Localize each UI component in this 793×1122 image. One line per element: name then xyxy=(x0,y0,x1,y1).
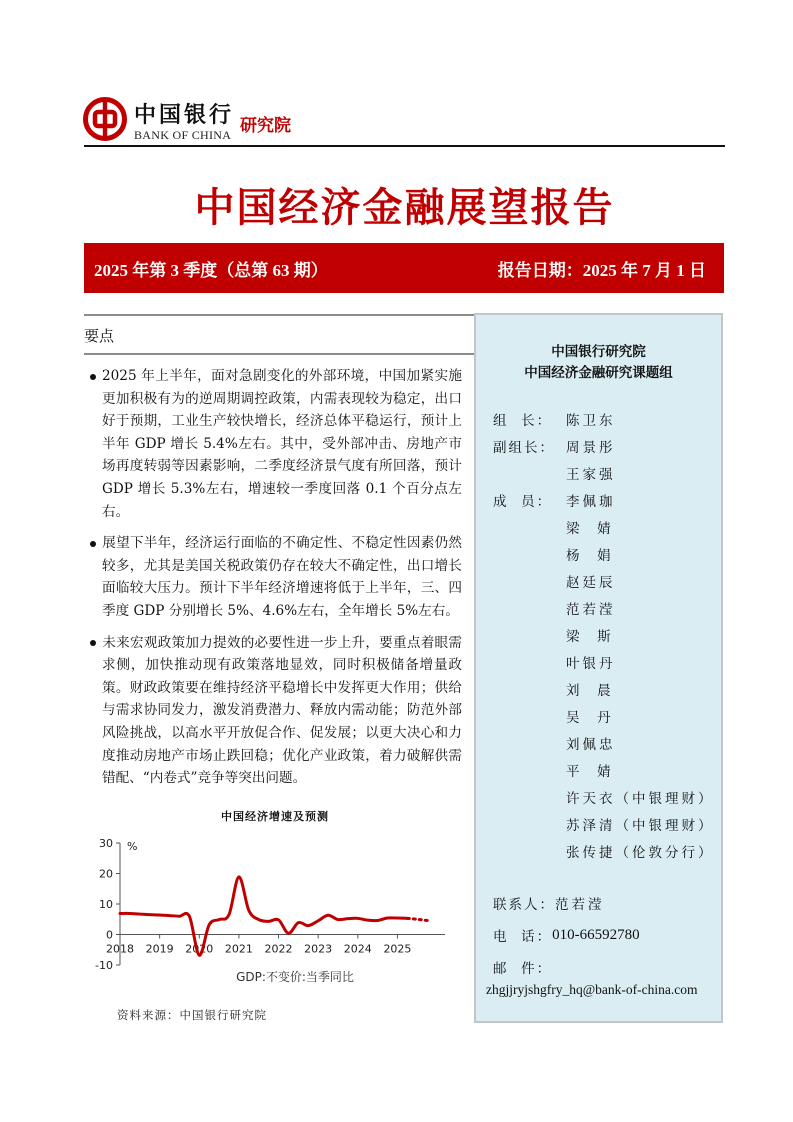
key-points-header xyxy=(84,314,474,355)
member-role-label: 成 员： xyxy=(493,493,553,510)
x-tick-label: 2024 xyxy=(343,942,372,956)
bullet-icon xyxy=(90,374,96,380)
team-member-row xyxy=(493,756,715,783)
team-member-row xyxy=(493,783,715,810)
bank-of-china-logo-icon xyxy=(82,96,128,142)
team-member-row xyxy=(493,459,715,486)
team-member-row xyxy=(493,810,715,837)
bank-logo xyxy=(82,94,291,142)
x-tick-label: 2021 xyxy=(224,942,253,956)
member-name: 刘佩忠 xyxy=(566,736,616,753)
y-tick-label: 0 xyxy=(106,928,113,942)
contact-email-row: 邮 件： xyxy=(493,961,553,977)
issue-band xyxy=(84,243,724,293)
contact-person: 范若滢 xyxy=(555,897,605,913)
logo-english-name: BANK OF CHINA xyxy=(134,128,232,142)
bullet-icon xyxy=(90,541,96,547)
team-member-row xyxy=(493,513,715,540)
key-point-item: 2025 年上半年，面对急剧变化的外部环境，中国加紧实施更加积极有为的逆周期调控政策，内需表现较为稳定，出口好于预期，工业生产较快增长，经济总体平稳运行，预计上半年 GDP 增长 5.4%左右。其中，受外部冲击、房地产市场再度转弱等因素影响，二季度经济景气度有所回落，预计 GDP 增长 5.3%左右，增速较一季度回落 0.1 个百分点左右。 xyxy=(90,365,462,523)
contact-phone: 010-66592780 xyxy=(552,926,640,943)
y-tick-label: 10 xyxy=(99,898,113,911)
report-title: 中国经济金融展望报告 xyxy=(194,184,615,231)
member-name: 梁 婧 xyxy=(566,520,614,537)
member-name: 叶银丹 xyxy=(566,655,616,672)
team-member-row xyxy=(493,729,715,756)
member-role-label: 副组长： xyxy=(493,439,555,456)
chart-caption: GDP:不变价:当季同比 xyxy=(236,970,354,984)
panel-heading xyxy=(476,342,721,384)
x-tick-label: 2018 xyxy=(106,942,134,956)
member-name: 范若滢 xyxy=(566,601,616,618)
panel-group: 中国经济金融研究课题组 xyxy=(524,365,673,381)
member-name: 刘 晨 xyxy=(566,682,614,699)
member-name: 杨 娟 xyxy=(566,547,614,564)
y-tick-label: 30 xyxy=(99,837,113,850)
key-points-title: 要点 xyxy=(84,327,115,345)
x-tick-label: 2022 xyxy=(264,942,293,956)
contact-email[interactable]: zhgjjryjshgfry_hq@bank-of-china.com xyxy=(486,982,698,997)
chart-title: 中国经济增速及预测 xyxy=(221,810,329,823)
key-point-item: 未来宏观政策加力提效的必要性进一步上升，要重点着眼需求侧，加快推动现有政策落地显效，同时积极储备增量政策。财政政策要在维持经济平稳增长中发挥更大作用；供给与需求协同发力，激发消费潜力、释放内需动能；防范外部风险挑战，以高水平开放促合作、促发展；以更大决心和力度推动房地产市场止跌回稳；优化产业政策，着力破解供需错配、“内卷式”竞争等突出问题。 xyxy=(90,632,462,790)
x-tick-label: 2025 xyxy=(383,942,412,956)
x-tick-label: 2023 xyxy=(304,942,333,956)
panel-org: 中国银行研究院 xyxy=(551,344,646,360)
issue-label: 2025 年第 3 季度（总第 63 期） xyxy=(94,260,328,280)
contact-phone-row: 电 话： 010-66592780 xyxy=(493,926,640,945)
member-name: 王家强 xyxy=(566,466,616,483)
forecast-line xyxy=(407,918,427,920)
data-source: 资料来源：中国银行研究院 xyxy=(117,1008,267,1022)
team-members-list xyxy=(493,405,715,864)
member-name: 吴 丹 xyxy=(566,709,614,726)
member-name: 李佩珈 xyxy=(566,493,616,510)
header-divider xyxy=(84,145,725,147)
report-date: 报告日期：2025 年 7 月 1 日 xyxy=(497,260,706,280)
y-tick-label: -10 xyxy=(95,959,113,970)
team-member-row xyxy=(493,621,715,648)
team-member-row xyxy=(493,432,715,459)
research-team-panel xyxy=(474,313,723,1023)
member-name: 陈卫东 xyxy=(566,412,616,429)
y-tick-label: 20 xyxy=(99,867,113,881)
team-member-row xyxy=(493,594,715,621)
member-name: 许天衣（中银理财） xyxy=(566,790,715,807)
member-name: 苏泽清（中银理财） xyxy=(566,817,715,834)
divider xyxy=(84,353,474,355)
logo-chinese-name: 中国银行 xyxy=(134,102,235,128)
team-member-row xyxy=(493,567,715,594)
x-tick-label: 2020 xyxy=(185,942,214,956)
team-member-row xyxy=(493,540,715,567)
team-member-row xyxy=(493,837,715,864)
gdp-growth-chart xyxy=(95,830,455,970)
member-name: 平 婧 xyxy=(566,763,614,780)
member-role-label: 组 长： xyxy=(493,412,553,429)
key-points-list xyxy=(90,365,462,799)
team-member-row xyxy=(493,702,715,729)
y-unit-label: % xyxy=(127,840,138,853)
member-name: 张传捷（伦敦分行） xyxy=(566,844,715,861)
team-member-row xyxy=(493,648,715,675)
member-name: 赵廷辰 xyxy=(566,574,616,591)
team-member-row xyxy=(493,405,715,432)
key-point-item: 展望下半年，经济运行面临的不确定性、不稳定性因素仍然较多，尤其是美国关税政策仍存在较大不确定性，出口增长面临较大压力。预计下半年经济增速将低于上半年，三、四季度 GDP 分别增长 5%、4.6%左右，全年增长 5%左右。 xyxy=(90,532,462,622)
member-name: 周景彤 xyxy=(566,439,616,456)
contact-person-row: 联系人： 范若滢 xyxy=(493,887,640,919)
institute-label: 研究院 xyxy=(240,116,292,136)
team-member-row xyxy=(493,486,715,513)
member-name: 梁 斯 xyxy=(566,628,614,645)
team-member-row xyxy=(493,675,715,702)
contact-info xyxy=(493,887,640,983)
bullet-icon xyxy=(90,640,96,646)
x-tick-label: 2019 xyxy=(145,942,174,956)
